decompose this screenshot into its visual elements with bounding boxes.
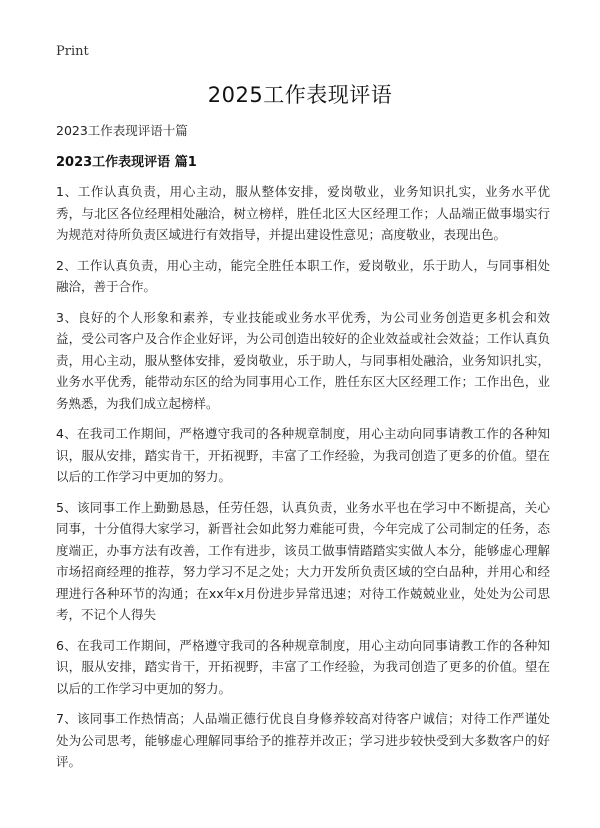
paragraph-6: 6、在我司工作期间，严格遵守我司的各种规章制度，用心主动向同事请教工作的各种知识，服从安排，踏实肯干，开拓视野，丰富了工作经验，为我司创造了更多的价值。望在以后的工作学习中更加的努力。 [56, 637, 550, 696]
document-body [56, 181, 550, 782]
print-link[interactable]: Print [56, 44, 89, 59]
paragraph-4: 4、在我司工作期间，严格遵守我司的各种规章制度，用心主动向同事请教工作的各种知识，服从安排，踏实肯干，开拓视野，丰富了工作经验，为我司创造了更多的价值。望在以后的工作学习中更加的努力。 [56, 426, 550, 484]
page-title: 2025工作表现评语 [207, 83, 393, 107]
paragraph-7: 7、该同事工作热情高；人品端正德行优良自身修养较高对待客户诚信；对待工作严谨处处为公司思考，能够虚心理解同事给予的推荐并改正；学习进步较快受到大多数客户的好评。 [56, 711, 550, 769]
paragraph-5: 5、该同事工作上勤勤恳恳，任劳任怨，认真负责，业务水平也在学习中不断提高，关心同事，十分值得大家学习，新晋社会如此努力难能可贵，今年完成了公司制定的任务，态度端正，办事方法有改善，工作有进步，该员工做事情踏踏实实做人本分，能够虚心理解市场招商经理的推荐，努力学习不足之处；大力开发所负责区域的空白品种，并用心和经理进行各种环节的沟通；在xx年x月份进步异常迅速；对待工作兢兢业业，处处为公司思考，不记个人得失 [56, 499, 550, 622]
paragraph-2: 2、工作认真负责，用心主动，能完全胜任本职工作，爱岗敬业，乐于助人，与同事相处融洽，善于合作。 [56, 257, 550, 294]
paragraph-1: 1、工作认真负责，用心主动，服从整体安排，爱岗敬业，业务知识扎实，业务水平优秀，与北区各位经理相处融洽，树立榜样，胜任北区大区经理工作；人品端正做事塌实行为规范对待所负责区域进行有效指导，并提出建设性意见；高度敬业，表现出色。 [56, 184, 550, 242]
section-heading: 2023工作表现评语 篇1 [56, 155, 197, 170]
paragraph-3: 3、良好的个人形象和素养，专业技能或业务水平优秀，为公司业务创造更多机会和效益，受公司客户及合作企业好评，为公司创造出较好的企业效益或社会效益；工作认真负责，用心主动，服从整体安排，爱岗敬业，乐于助人，与同事相处融洽，业务知识扎实，业务水平优秀，能带动东区的给为同事用心工作，胜任东区大区经理工作；工作出色，业务熟悉，为我们成立起榜样。 [56, 309, 550, 411]
document-subtitle: 2023工作表现评语十篇 [56, 123, 188, 138]
